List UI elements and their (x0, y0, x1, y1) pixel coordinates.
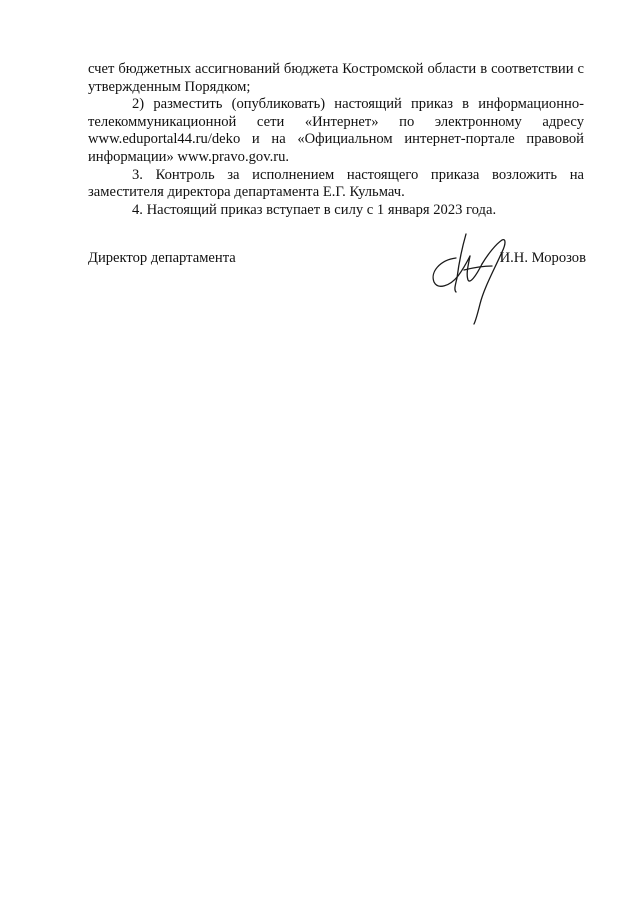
paragraph-budget-allocations-text: счет бюджетных ассигнований бюджета Костромской области в соответствии с утвержденным Порядком; (88, 61, 584, 95)
document-body (88, 61, 584, 219)
signatory-name: И.Н. Морозов (499, 250, 586, 266)
signatory-title: Директор департамента (88, 250, 236, 266)
paragraph-effective-date-text: 4. Настоящий приказ вступает в силу с 1 января 2023 года. (132, 201, 497, 218)
paragraph-control-text: 3. Контроль за исполнением настоящего приказа возложить на заместителя директора департамента Е.Г. Кульмач. (88, 166, 584, 201)
paragraph-publish-line-3: www.eduportal44.ru/deko и на «Официальном интернет-портале правовой (88, 131, 584, 148)
paragraph-control (88, 167, 584, 202)
handwritten-signature (426, 230, 516, 326)
paragraph-publish-order (88, 96, 584, 166)
signature-block (88, 246, 584, 326)
paragraph-publish-line-1: 2) разместить (опубликовать) настоящий приказ в информационно- (132, 96, 584, 113)
paragraph-publish-line-4: информации» www.pravo.gov.ru. (88, 148, 290, 165)
paragraph-effective-date (88, 202, 584, 220)
paragraph-publish-line-2: телекоммуникационной сети «Интернет» по электронному адресу (88, 113, 584, 130)
paragraph-budget-allocations (88, 61, 584, 96)
